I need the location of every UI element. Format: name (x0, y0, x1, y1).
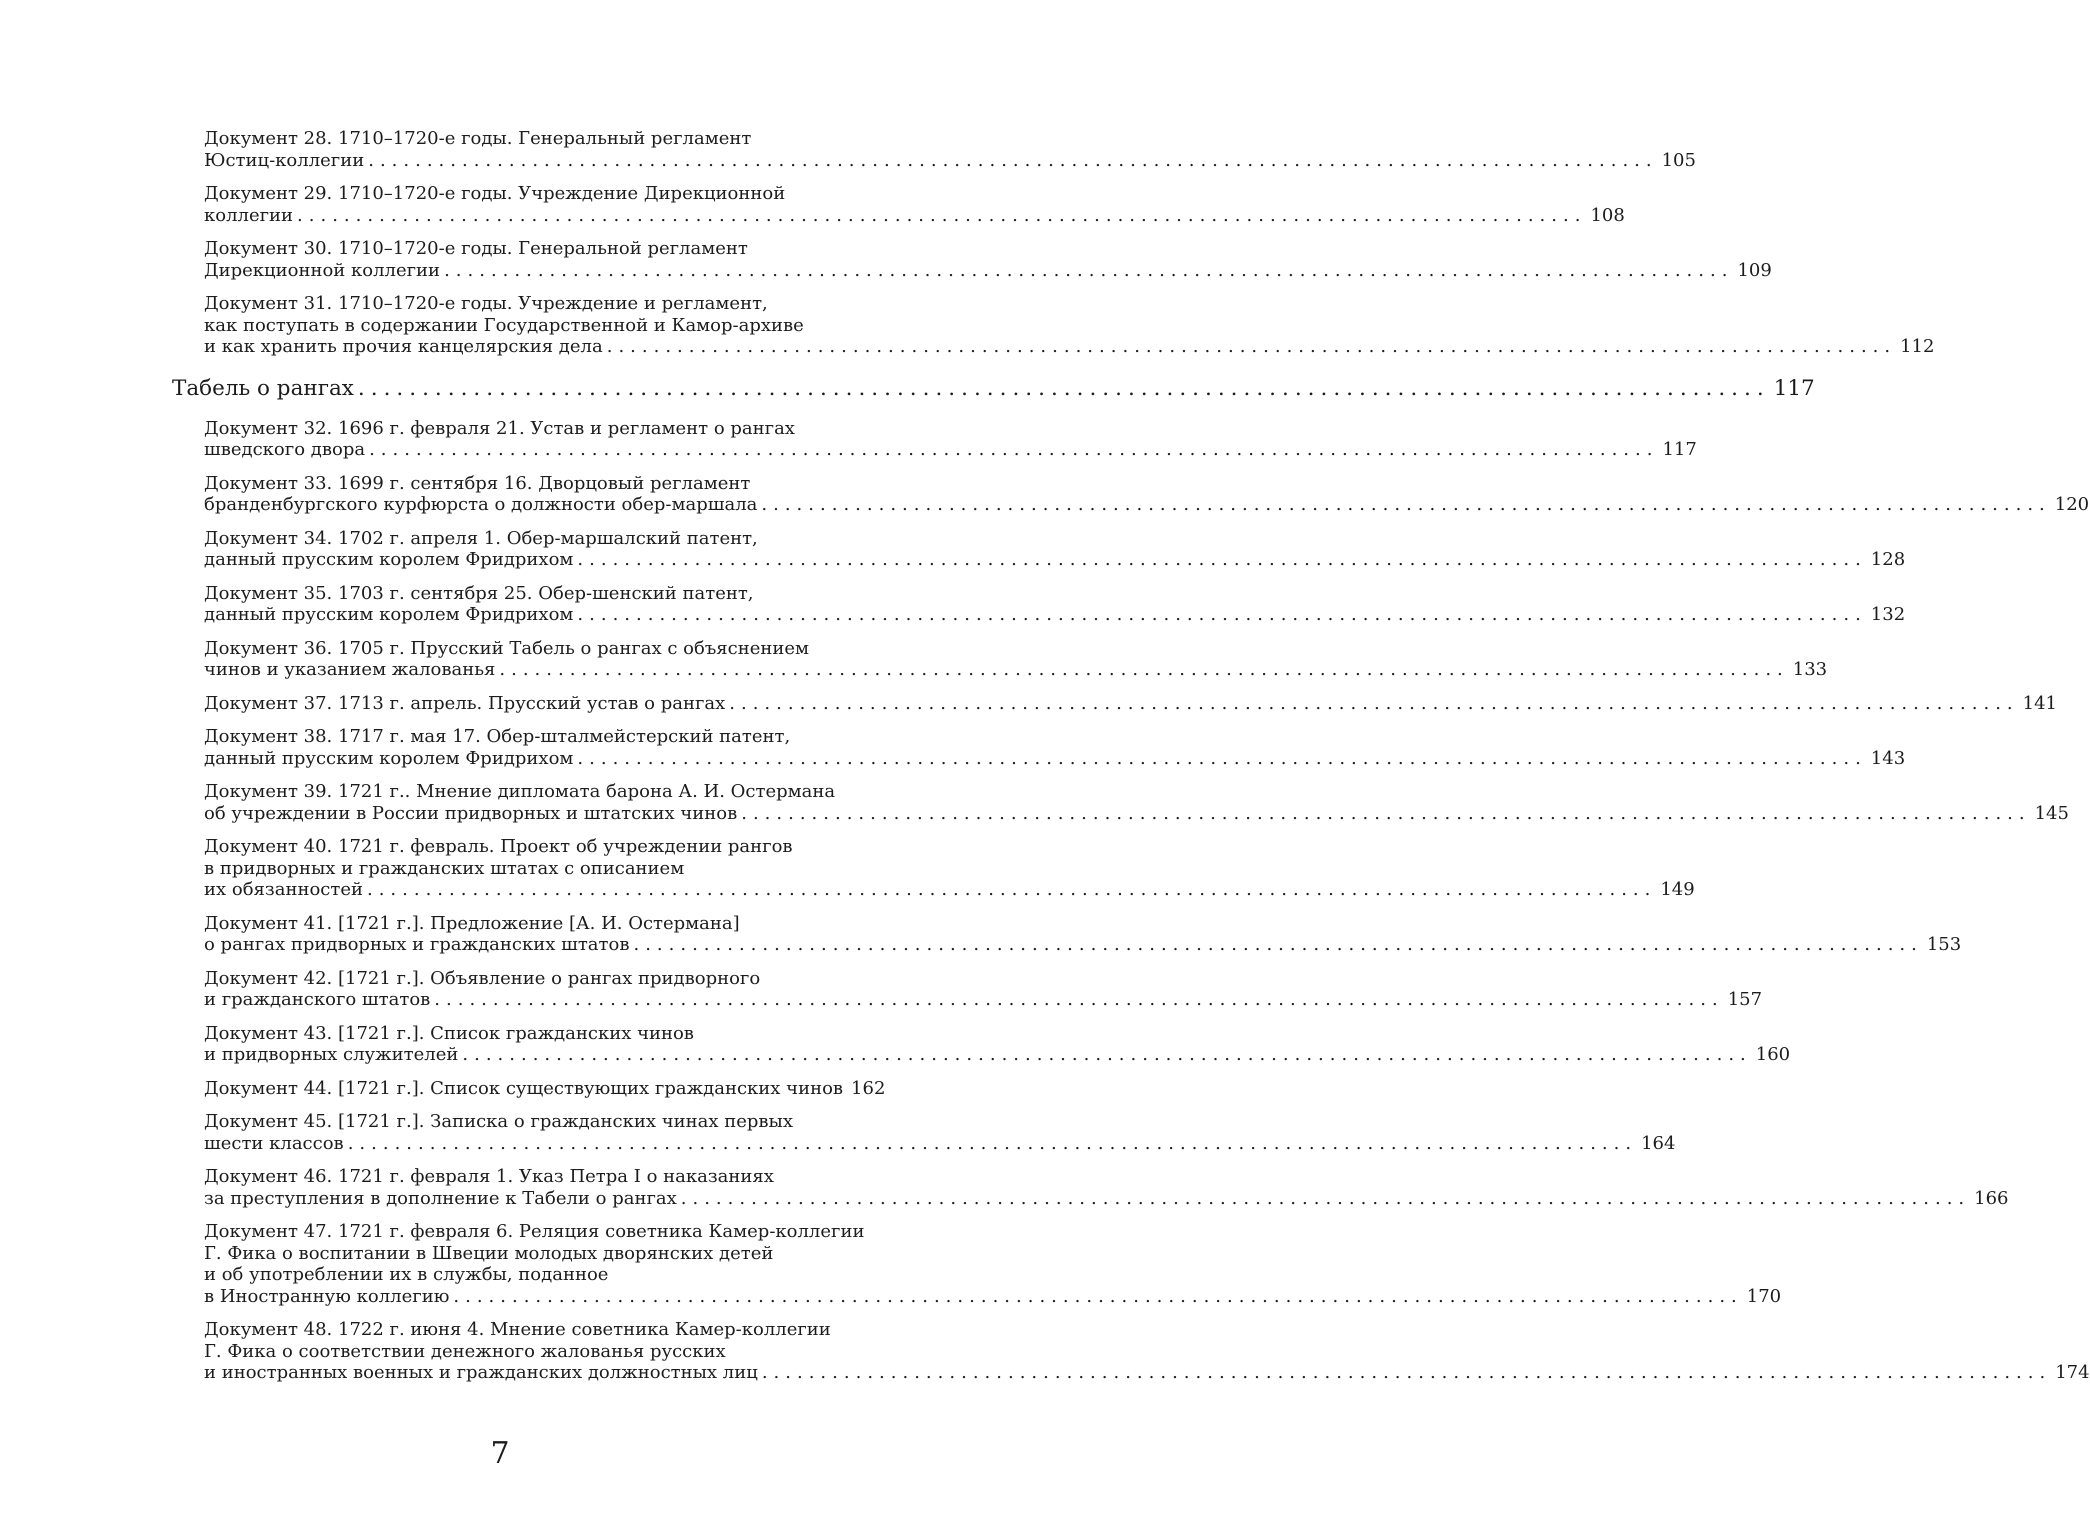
toc-entry-line: Документ 30. 1710–1720-е годы. Генеральной регламент (204, 238, 748, 259)
toc-entry-line: как поступать в содержании Государственной и Камор-архиве (204, 314, 804, 336)
toc-entry-title-end: Документ 37. 1713 г. апрель. Прусский устав о рангах (204, 692, 726, 714)
toc-entry-line: и об употреблении их в службы, поданное (204, 1264, 609, 1285)
dot-leader: .............................................................................................................. (347, 1132, 1638, 1154)
dot-leader: .............................................................................................................. (577, 747, 1867, 769)
toc-entry-page-number: 117 (1662, 439, 1697, 460)
toc-entry[interactable] (204, 183, 1625, 226)
toc-entry-page-number: 157 (1727, 989, 1763, 1010)
toc-entry-line: Документ 31. 1710–1720-е годы. Учреждение и регламент, (204, 293, 768, 314)
toc-entry-title-end: за преступления в дополнение к Табели о рангах (204, 1187, 677, 1209)
toc-entry[interactable] (204, 582, 1906, 626)
toc-entry[interactable] (204, 912, 1962, 956)
dot-leader: .............................................................................................................. (297, 204, 1587, 226)
toc-entry-title-end: Документ 44. [1721 г.]. Список существующих гражданских чинов (204, 1077, 844, 1099)
toc-entry-last-line (204, 692, 2058, 715)
toc-entry-line: Документ 34. 1702 г. апреля 1. Обер-маршалский патент, (204, 527, 758, 549)
toc-entry-page-number: 174 (2055, 1362, 2090, 1383)
toc-entry-last-line (204, 879, 1695, 901)
toc-entry-page-number: 141 (2022, 692, 2058, 714)
toc-entry[interactable] (204, 637, 1828, 681)
toc-entry-title-end: и гражданского штатов (204, 989, 431, 1010)
toc-entry-title-end: и как хранить прочия канцелярския дела (204, 336, 603, 357)
dot-leader: .............................................................................................................. (633, 934, 1923, 955)
dot-leader: .............................................................................................................. (434, 989, 1724, 1010)
toc-entry-last-line (204, 1132, 1676, 1155)
toc-entry-last-line (204, 1077, 886, 1100)
toc-entry-line: Документ 47. 1721 г. февраля 6. Реляция советника Камер-коллегии (204, 1221, 865, 1242)
toc-entry-line: Документ 40. 1721 г. февраль. Проект об учреждении рангов (204, 836, 793, 857)
toc-entry-line: Г. Фика о воспитании в Швеции молодых дворянских детей (204, 1242, 774, 1264)
dot-leader: .............................................................................................................. (369, 439, 1659, 460)
toc-entry-title-end: в Иностранную коллегию (204, 1285, 450, 1307)
toc-entry-line: Документ 28. 1710–1720-е годы. Генеральный регламент (204, 128, 752, 149)
toc-entry-title-end: чинов и указанием жалованья (204, 659, 496, 680)
toc-entry-line: Документ 46. 1721 г. февраля 1. Указ Петра I о наказаниях (204, 1166, 774, 1187)
dot-leader: .............................................................................................................. (741, 802, 2031, 824)
toc-entry-last-line (204, 934, 1962, 956)
toc-group-table-of-ranks (0, 417, 2090, 1384)
toc-entry-line: Документ 29. 1710–1720-е годы. Учреждение Дирекционной (204, 183, 786, 204)
toc-entry-title-end: о рангах придворных и гражданских штатов (204, 934, 630, 955)
section-page-number: 117 (1773, 375, 1815, 401)
toc-entry-page-number: 160 (1755, 1044, 1791, 1065)
toc-entry-title-end: данный прусским королем Фридрихом (204, 549, 574, 570)
toc-entry-last-line (204, 149, 1696, 172)
toc-entry[interactable] (204, 1022, 1791, 1066)
toc-entry-page-number: 132 (1870, 604, 1906, 625)
dot-leader: .............................................................................................................. (577, 549, 1867, 570)
toc-entry-title-end: шести классов (204, 1132, 344, 1154)
toc-entry[interactable] (204, 527, 1906, 571)
toc-entry-title-end: данный прусским королем Фридрихом (204, 604, 574, 625)
dot-leader: .............................................................................................................. (761, 494, 2051, 515)
toc-entry-page-number: 145 (2034, 802, 2069, 824)
toc-entry[interactable] (204, 1319, 2090, 1384)
toc-entry-page-number: 164 (1641, 1132, 1676, 1154)
toc-entry-line: в придворных и гражданских штатах с описанием (204, 857, 685, 879)
toc-entry-line: Документ 32. 1696 г. февраля 21. Устав и регламент о рангах (204, 417, 795, 439)
toc-entry-line: Документ 45. [1721 г.]. Записка о гражданских чинах первых (204, 1111, 793, 1132)
dot-leader: .............................................................................................................. (444, 259, 1734, 281)
toc-group-collegia (0, 128, 1935, 358)
toc-entry-line: Документ 43. [1721 г.]. Список гражданских чинов (204, 1022, 694, 1044)
toc-entry-last-line (204, 259, 1772, 282)
toc-entry[interactable] (204, 967, 1763, 1011)
section-title: Табель о рангах (172, 375, 354, 401)
toc-entry[interactable] (204, 692, 2058, 715)
toc-entry-last-line (204, 989, 1763, 1011)
toc-entry-title-end: шведского двора (204, 439, 366, 460)
toc-entry-last-line (204, 336, 1935, 358)
toc-entry-page-number: 162 (851, 1077, 886, 1099)
toc-entry-line: Документ 35. 1703 г. сентября 25. Обер-шенский патент, (204, 582, 754, 604)
toc-entry[interactable] (204, 128, 1696, 171)
toc-entry-line: Г. Фика о соответствии денежного жалованья русских (204, 1340, 726, 1362)
toc-entry[interactable] (204, 836, 1695, 901)
toc-entry-page-number: 108 (1590, 204, 1625, 226)
dot-leader: .............................................................................................................. (366, 879, 1657, 900)
toc-entry-page-number: 149 (1660, 879, 1695, 900)
toc-entry-title-end: и придворных служителей (204, 1044, 459, 1065)
toc-entry[interactable] (204, 238, 1772, 281)
toc-entry-last-line (204, 1362, 2090, 1384)
toc-entry-page-number: 120 (2054, 494, 2090, 515)
toc-entry-page-number: 128 (1870, 549, 1906, 570)
toc-entry-title-end: Юстиц-коллегии (204, 149, 365, 171)
toc-entry[interactable] (204, 417, 1697, 461)
dot-leader: .............................................................................................................. (577, 604, 1867, 625)
toc-entry-last-line (204, 1285, 1782, 1308)
section-line (172, 375, 1815, 402)
toc-entry-page-number: 166 (1974, 1187, 2009, 1209)
toc-entry-last-line (204, 747, 1906, 770)
toc-entry-line: Документ 36. 1705 г. Прусский Табель о рангах с объяснением (204, 637, 810, 659)
toc-entry-line: Документ 42. [1721 г.]. Объявление о рангах придворного (204, 967, 761, 989)
toc-entry-page-number: 133 (1792, 659, 1828, 680)
toc-entry-last-line (204, 659, 1828, 681)
toc-entry-page-number: 153 (1926, 934, 1962, 955)
dot-leader: .............................................................................................................. (761, 1362, 2052, 1383)
toc-entry-title-end: их обязанностей (204, 879, 363, 900)
toc-entry-title-end: и иностранных военных и гражданских должностных лиц (204, 1362, 758, 1383)
toc-entry-last-line (204, 439, 1697, 461)
toc-entry-last-line (204, 204, 1625, 227)
toc-entry-line: Документ 39. 1721 г.. Мнение дипломата барона А. И. Остермана (204, 781, 836, 802)
toc-entry-last-line (204, 604, 1906, 626)
toc-entry-title-end: бранденбургского курфюрста о должности обер-маршала (204, 494, 758, 515)
toc-entry[interactable] (204, 1166, 2009, 1209)
toc-entry-line: Документ 33. 1699 г. сентября 16. Дворцовый регламент (204, 472, 751, 494)
dot-leader: .............................................................................................................. (729, 692, 2019, 714)
toc-entry-last-line (204, 549, 1906, 571)
toc-entry-last-line (204, 802, 2069, 825)
dot-leader: .............................................................................................................. (606, 336, 1897, 357)
toc-entry[interactable] (204, 1111, 1676, 1154)
toc-entry[interactable] (204, 293, 1935, 358)
toc-entry[interactable] (204, 1221, 1782, 1307)
dot-leader: .............................................................................................................. (368, 149, 1658, 171)
toc-entry[interactable] (204, 472, 2090, 516)
toc-entry-page-number: 143 (1870, 747, 1906, 769)
dot-leader: .............................................................................................................. (357, 375, 1770, 401)
toc-entry-last-line (204, 1187, 2009, 1210)
page-number: 7 (490, 1436, 510, 1471)
toc-entry-page-number: 105 (1661, 149, 1696, 171)
toc-entry-page-number: 170 (1746, 1285, 1782, 1307)
toc-entry-page-number: 112 (1900, 336, 1935, 357)
toc-entry-page-number: 109 (1737, 259, 1772, 281)
toc-section-heading[interactable] (172, 375, 1815, 402)
toc-entry-title-end: Дирекционной коллегии (204, 259, 441, 281)
toc-entry[interactable] (204, 781, 2069, 824)
toc-entry-line: Документ 38. 1717 г. мая 17. Обер-шталмейстерский патент, (204, 726, 791, 747)
toc-entry-last-line (204, 1044, 1791, 1066)
table-of-contents (0, 128, 2090, 1396)
dot-leader: .............................................................................................................. (462, 1044, 1752, 1065)
dot-leader: .............................................................................................................. (453, 1285, 1743, 1307)
toc-entry-title-end: коллегии (204, 204, 294, 226)
toc-entry-line: Документ 48. 1722 г. июня 4. Мнение советника Камер-коллегии (204, 1319, 831, 1340)
toc-entry-last-line (204, 494, 2090, 516)
toc-entry-line: Документ 41. [1721 г.]. Предложение [А. И. Остермана] (204, 912, 740, 934)
toc-entry[interactable] (204, 1077, 886, 1100)
toc-entry[interactable] (204, 726, 1906, 769)
dot-leader: .............................................................................................................. (499, 659, 1789, 680)
dot-leader: .............................................................................................................. (680, 1187, 1971, 1209)
toc-entry-title-end: об учреждении в России придворных и штатских чинов (204, 802, 738, 824)
toc-entry-title-end: данный прусским королем Фридрихом (204, 747, 574, 769)
